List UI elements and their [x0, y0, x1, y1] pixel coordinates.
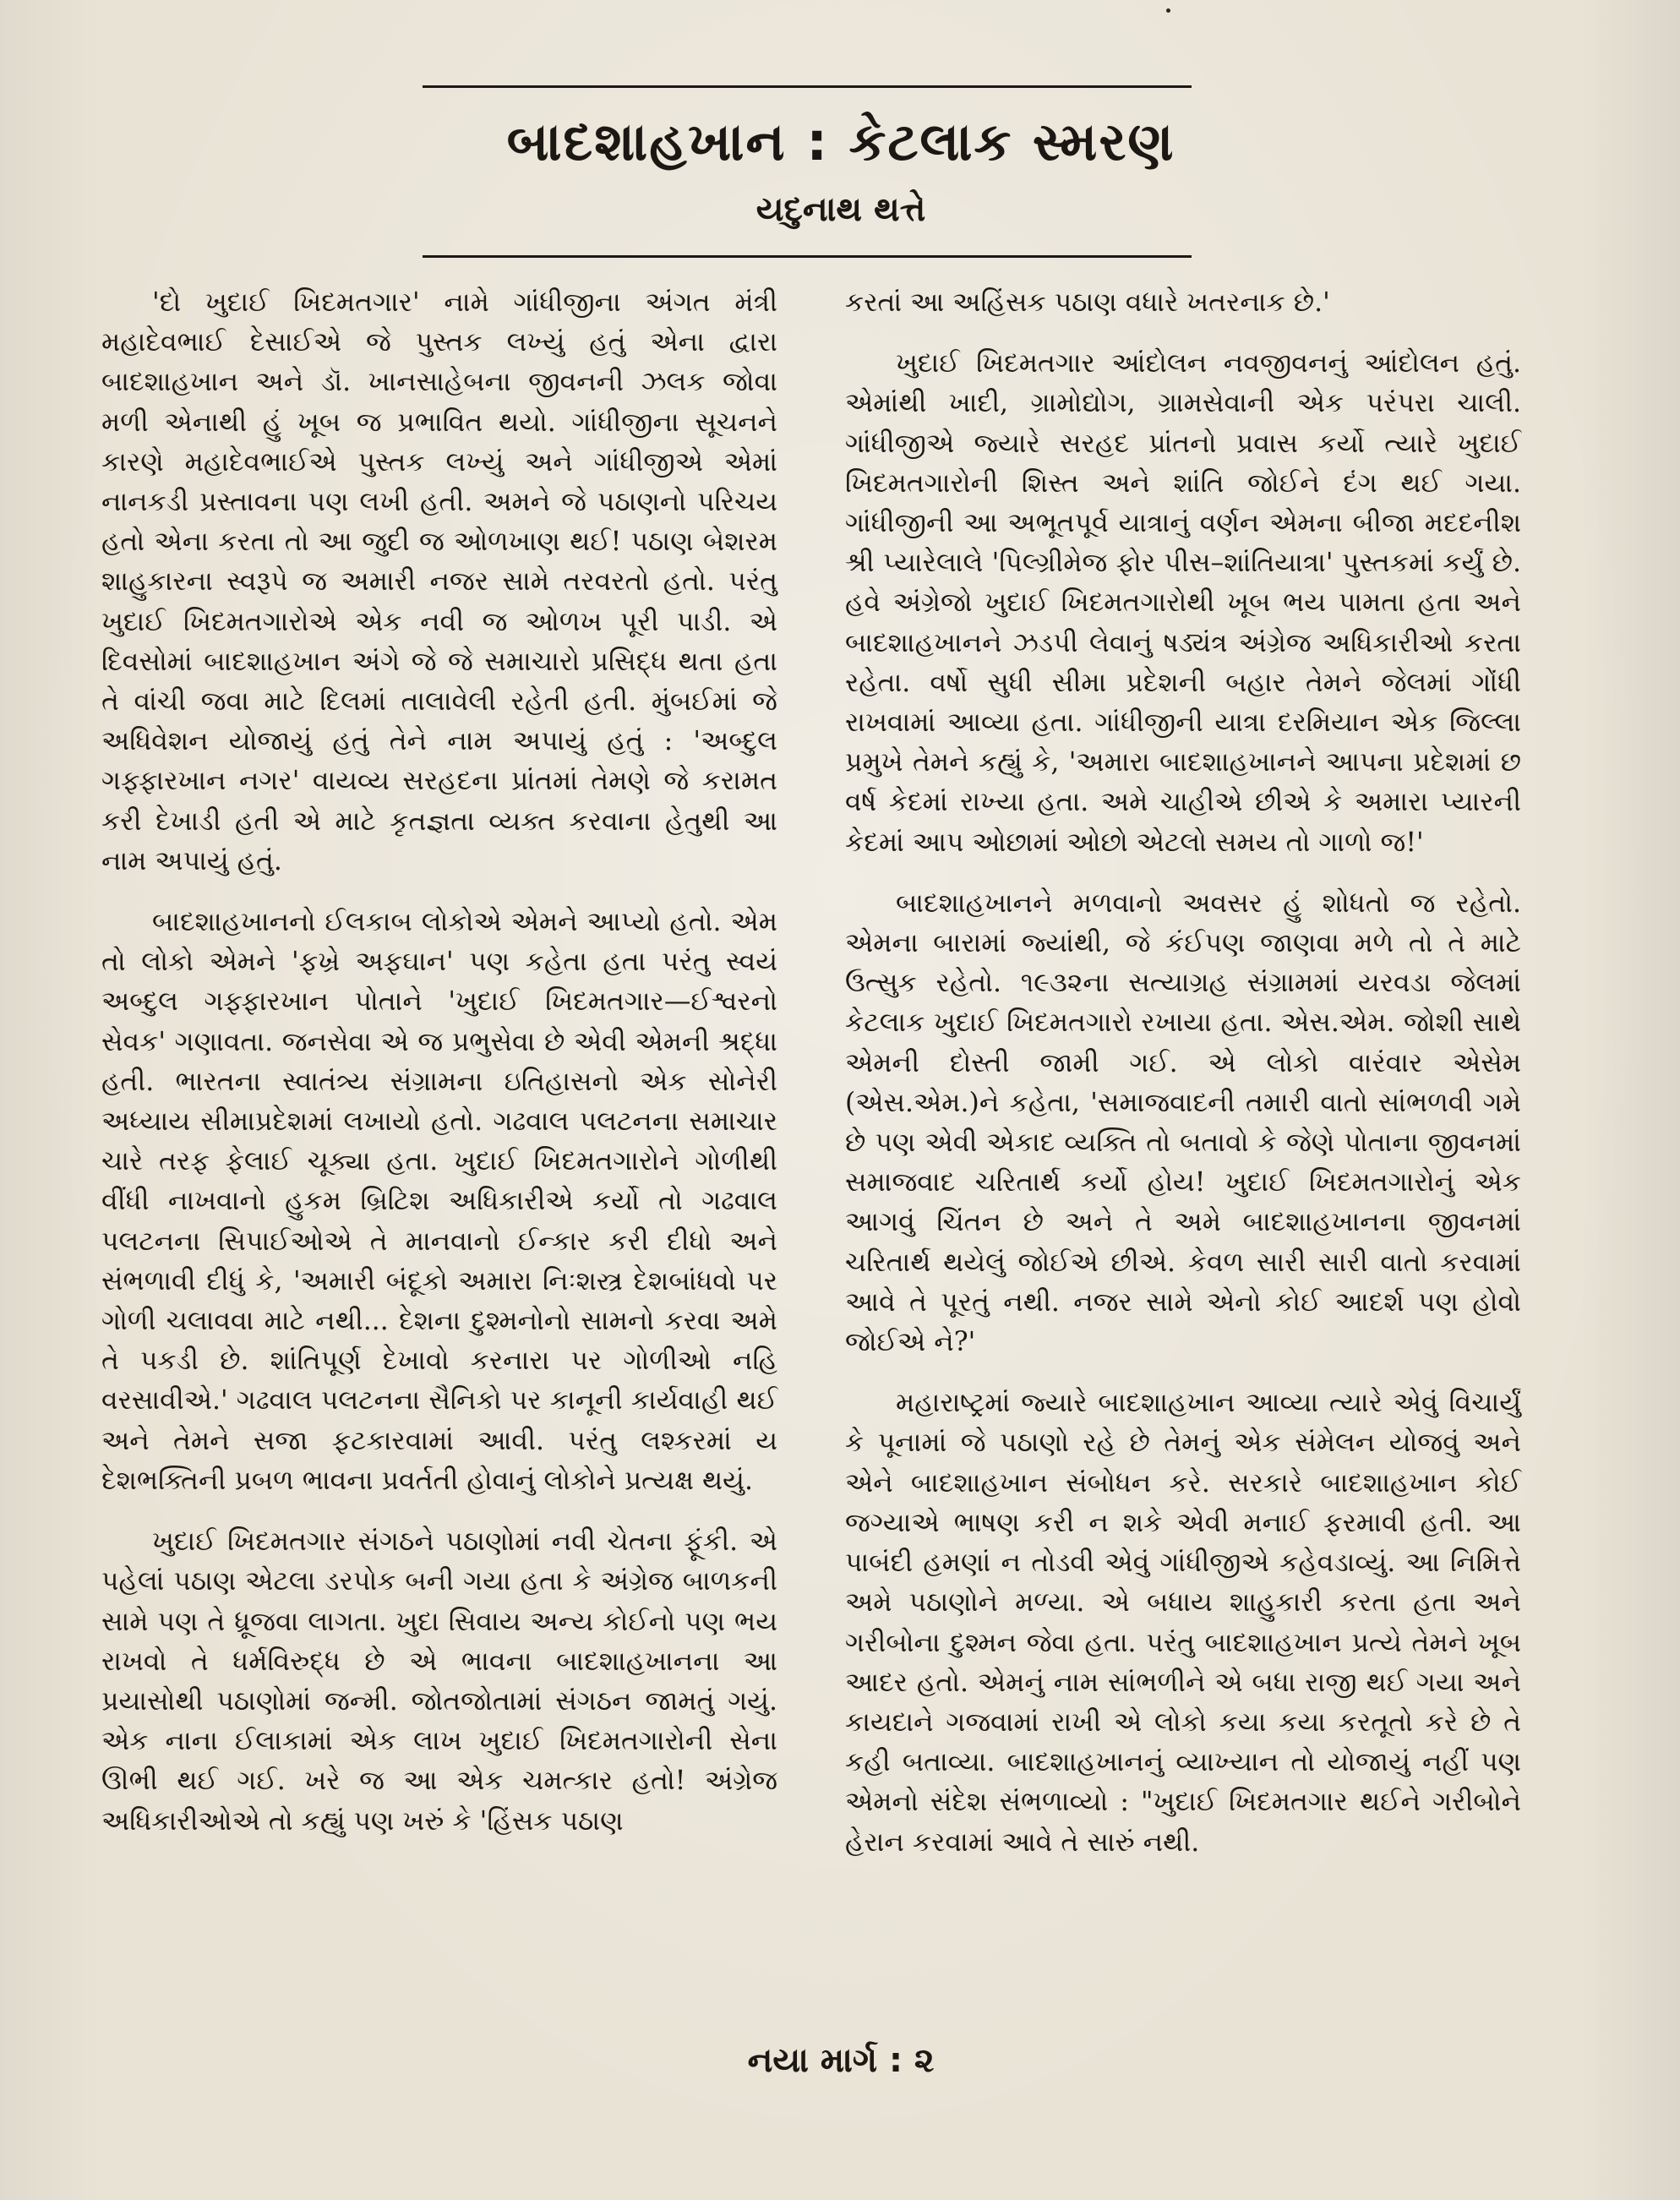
- article-title: બાદશાહખાન : કેટલાક સ્મરણ: [506, 111, 1175, 172]
- title-top-rule: [423, 85, 1192, 88]
- left-paragraph-1: 'દો ખુદાઈ ખિદમતગાર' નામે ગાંધીજીના અંગત મંત્રી મહાદેવભાઈ દેસાઈએ જે પુસ્તક લખ્યું હતું એના દ્વારા બાદશાહખાન અને ડૉ. ખાનસાહેબના જીવનની ઝલક જોવા મળી એનાથી હું ખૂબ જ પ્રભાવિત થયો. ગાંધીજીના સૂચનને કારણે મહાદેવભાઈએ પુસ્તક લખ્યું અને ગાંધીજીએ એમાં નાનકડી પ્રસ્તાવના પણ લખી હતી. અમને જે પઠાણનો પરિચય હતો એના કરતા તો આ જુદી જ ઓળખાણ થઈ! પઠાણ બેશરમ શાહુકારના સ્વરૂપે જ અમારી નજર સામે તરવરતો હતો. પરંતુ ખુદાઈ ખિદમતગારોએ એક નવી જ ઓળખ પૂરી પાડી. એ દિવસોમાં બાદશાહખાન અંગે જે જે સમાચારો પ્રસિદ્ધ થતા હતા તે વાંચી જવા માટે દિલમાં તાલાવેલી રહેતી હતી. મુંબઈમાં જે અધિવેશન યોજાયું હતું તેને નામ અપાયું હતું : 'અબ્દુલ ગફ્ફારખાન નગર' વાયવ્ય સરહદના પ્રાંતમાં તેમણે જે કરામત કરી દેખાડી હતી એ માટે કૃતજ્ઞતા વ્યક્ત કરવાના હેતુથી આ નામ અપાયું હતું.: [101, 287, 777, 876]
- print-speck: [1166, 8, 1170, 13]
- left-column: [101, 283, 777, 1863]
- right-paragraph-2: ખુદાઈ ખિદમતગાર આંદોલન નવજીવનનું આંદોલન હતું. એમાંથી ખાદી, ગ્રામોદ્યોગ, ગ્રામસેવાની એક પરંપરા ચાલી. ગાંધીજીએ જ્યારે સરહદ પ્રાંતનો પ્રવાસ કર્યો ત્યારે ખુદાઈ ખિદમતગારોની શિસ્ત અને શાંતિ જોઈને દંગ થઈ ગયા. ગાંધીજીની આ અભૂતપૂર્વ યાત્રાનું વર્ણન એમના બીજા મદદનીશ શ્રી પ્યારેલાલે 'પિલ્ગ્રીમેજ ફોર પીસ–શાંતિયાત્રા' પુસ્તકમાં કર્યું છે. હવે અંગ્રેજો ખુદાઈ ખિદમતગારોથી ખૂબ ભય પામતા હતા અને બાદશાહખાનને ઝડપી લેવાનું ષડ્યંત્ર અંગ્રેજ અધિકારીઓ કરતા રહેતા. વર્ષો સુધી સીમા પ્રદેશની બહાર તેમને જેલમાં ગોંધી રાખવામાં આવ્યા હતા. ગાંધીજીની યાત્રા દરમિયાન એક જિલ્લા પ્રમુખે તેમને કહ્યું કે, 'અમારા બાદશાહખાનને આપના પ્રદેશમાં છ વર્ષ કેદમાં રાખ્યા હતા. અમે ચાહીએ છીએ કે અમારા પ્યારની કેદમાં આપ ઓછામાં ઓછો એટલો સમય તો ગાળો જ!': [845, 348, 1521, 858]
- right-paragraph-4: મહારાષ્ટ્રમાં જ્યારે બાદશાહખાન આવ્યા ત્યારે એવું વિચાર્યું કે પૂનામાં જે પઠાણો રહે છે તેમનું એક સંમેલન યોજવું અને એને બાદશાહખાન સંબોધન કરે. સરકારે બાદશાહખાન કોઈ જગ્યાએ ભાષણ કરી ન શકે એવી મનાઈ ફરમાવી હતી. આ પાબંદી હમણાં ન તોડવી એવું ગાંધીજીએ કહેવડાવ્યું. આ નિમિત્તે અમે પઠાણોને મળ્યા. એ બધાય શાહુકારી કરતા હતા અને ગરીબોના દુશ્મન જેવા હતા. પરંતુ બાદશાહખાન પ્રત્યે તેમને ખૂબ આદર હતો. એમનું નામ સાંભળીને એ બધા રાજી થઈ ગયા અને કાયદાને ગજવામાં રાખી એ લોકો કયા કયા કરતૂતો કરે છે તે કહી બતાવ્યા. બાદશાહખાનનું વ્યાખ્યાન તો યોજાયું નહીં પણ એમનો સંદેશ સંભળાવ્યો : "ખુદાઈ ખિદમતગાર થઈને ગરીબોને હેરાન કરવામાં આવે તે સારું નથી.: [845, 1388, 1521, 1858]
- page-footer: નયા માર્ગ : ૨: [747, 2041, 935, 2080]
- right-column: [845, 283, 1521, 1884]
- article-author: યદુનાથ થત્તે: [755, 190, 926, 229]
- right-paragraph-3: બાદશાહખાનને મળવાનો અવસર હું શોધતો જ રહેતો. એમના બારામાં જ્યાંથી, જે કંઈપણ જાણવા મળે તો તે માટે ઉત્સુક રહેતો. ૧૯૩૨ના સત્યાગ્રહ સંગ્રામમાં યરવડા જેલમાં કેટલાક ખુદાઈ ખિદમતગારો રખાયા હતા. એસ.એમ. જોશી સાથે એમની દોસ્તી જામી ગઈ. એ લોકો વારંવાર એસેમ (એસ.એમ.)ને કહેતા, 'સમાજવાદની તમારી વાતો સાંભળવી ગમે છે પણ એવી એકાદ વ્યક્તિ તો બતાવો કે જેણે પોતાના જીવનમાં સમાજવાદ ચરિતાર્થ કર્યો હોય! ખુદાઈ ખિદમતગારોનું એક આગવું ચિંતન છે અને તે અમે બાદશાહખાનના જીવનમાં ચરિતાર્થ થયેલું જોઈએ છીએ. કેવળ સારી સારી વાતો કરવામાં આવે તે પૂરતું નથી. નજર સામે એનો કોઈ આદર્શ પણ હોવો જોઈએ ને?': [845, 887, 1521, 1358]
- left-paragraph-2: બાદશાહખાનનો ઈલકાબ લોકોએ એમને આપ્યો હતો. એમ તો લોકો એમને 'ફખ્રે અફઘાન' પણ કહેતા હતા પરંતુ સ્વયં અબ્દુલ ગફ્ફારખાન પોતાને 'ખુદાઈ ખિદમતગાર—ઈશ્વરનો સેવક' ગણાવતા. જનસેવા એ જ પ્રભુસેવા છે એવી એમની શ્રદ્ધા હતી. ભારતના સ્વાતંત્ર્ય સંગ્રામના ઇતિહાસનો એક સોનેરી અધ્યાય સીમાપ્રદેશમાં લખાયો હતો. ગઢવાલ પલટનના સમાચાર ચારે તરફ ફેલાઈ ચૂક્યા હતા. ખુદાઈ ખિદમતગારોને ગોળીથી વીંધી નાખવાનો હુકમ બ્રિટિશ અધિકારીએ કર્યો તો ગઢવાલ પલટનના સિપાઈઓએ તે માનવાનો ઈન્કાર કરી દીધો અને સંભળાવી દીધું કે, 'અમારી બંદૂકો અમારા નિઃશસ્ત્ર દેશબાંધવો પર ગોળી ચલાવવા માટે નથી... દેશના દુશ્મનોનો સામનો કરવા અમે તે પકડી છે. શાંતિપૂર્ણ દેખાવો કરનારા પર ગોળીઓ નહિ વરસાવીએ.' ગઢવાલ પલટનના સૈનિકો પર કાનૂની કાર્યવાહી થઈ અને તેમને સજા ફટકારવામાં આવી. પરંતુ લશ્કરમાં ય દેશભક્તિની પ્રબળ ભાવના પ્રવર્તતી હોવાનું લોકોને પ્રત્યક્ષ થયું.: [101, 907, 777, 1496]
- title-bottom-rule: [423, 255, 1192, 258]
- left-paragraph-3: ખુદાઈ ખિદમતગાર સંગઠને પઠાણોમાં નવી ચેતના ફૂંકી. એ પહેલાં પઠાણ એટલા ડરપોક બની ગયા હતા કે અંગ્રેજ બાળકની સામે પણ તે ધ્રૂજવા લાગતા. ખુદા સિવાય અન્ય કોઈનો પણ ભય રાખવો તે ધર્મવિરુદ્ધ છે એ ભાવના બાદશાહખાનના આ પ્રયાસોથી પઠાણોમાં જન્મી. જોતજોતામાં સંગઠન જામતું ગયું. એક નાના ઈલાકામાં એક લાખ ખુદાઈ ખિદમતગારોની સેના ઊભી થઈ ગઈ. ખરે જ આ એક ચમત્કાર હતો! અંગ્રેજ અધિકારીઓએ તો કહ્યું પણ ખરું કે 'હિંસક પઠાણ: [101, 1526, 777, 1837]
- right-paragraph-1: કરતાં આ અહિંસક પઠાણ વધારે ખતરનાક છે.': [845, 287, 1330, 318]
